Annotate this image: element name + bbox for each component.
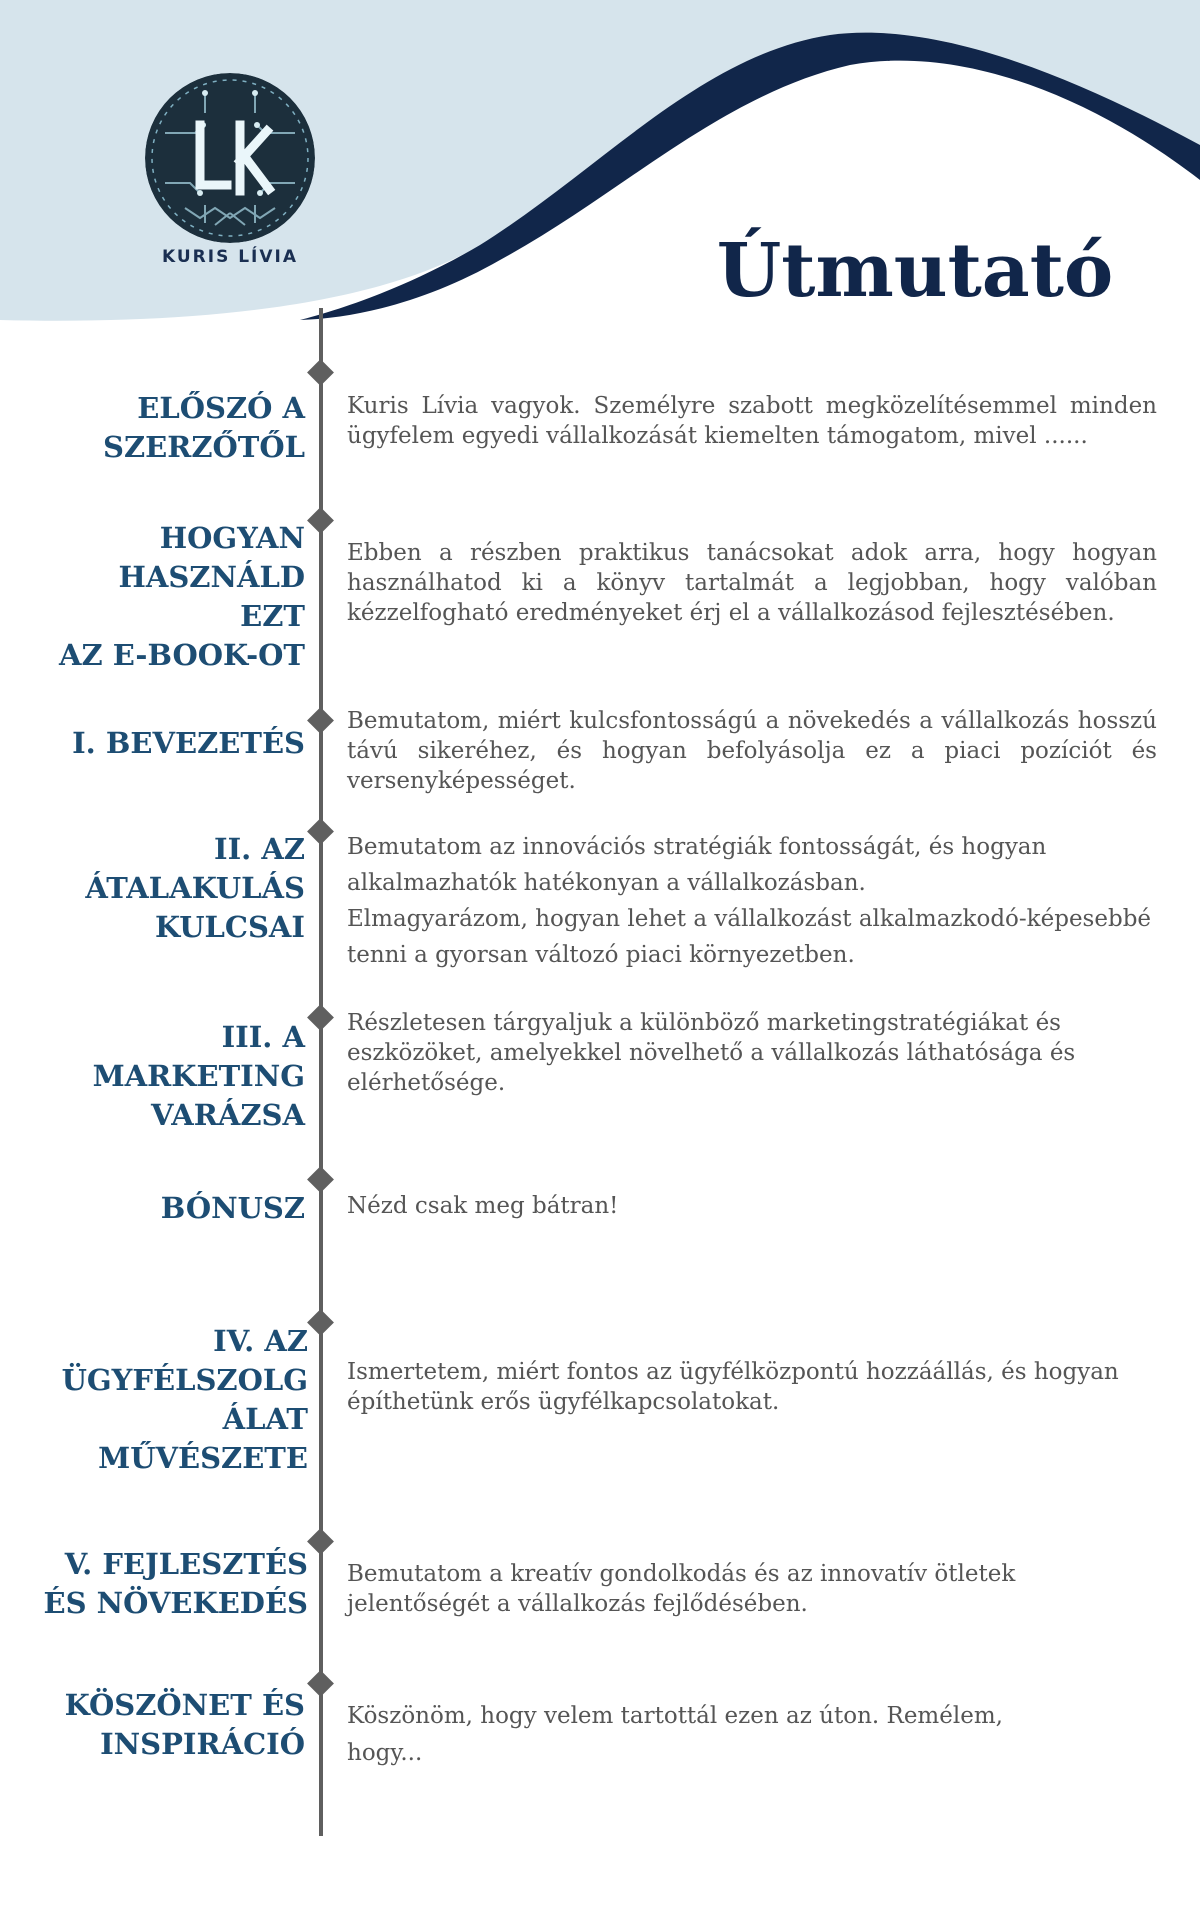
- timeline-marker: [307, 1309, 334, 1336]
- section-heading-eloszo: ELŐSZÓ A SZERZŐTŐL: [103, 391, 305, 464]
- brand-name: KURIS LÍVIA: [161, 247, 299, 267]
- section-desc-ugyfelszolgalat: Ismertetem, miért fontos az ügyfélközpontú hozzáállás, és hogyan építhetünk erős ügyfélkapcsolatokat.: [347, 1359, 1119, 1415]
- section-desc-koszonet: Köszönöm, hogy velem tartottál ezen az úton. Remélem, hogy...: [347, 1703, 1003, 1766]
- section-desc-fejlesztes: Bemutatom a kreatív gondolkodás és az innovatív ötletek jelentőségét a vállalkozás fejlődésében.: [347, 1561, 1016, 1617]
- timeline-line: [319, 308, 323, 1836]
- section-desc-bevezetes: Bemutatom, miért kulcsfontosságú a növekedés a vállalkozás hosszú távú sikeréhez, és hogyan befolyásolja ez a piaci pozíciót és versenyképességet.: [347, 708, 1157, 794]
- section-heading-atalakulas: II. AZ ÁTALAKULÁS KULCSAI: [85, 832, 305, 944]
- section-heading-ugyfelszolgalat: IV. AZ ÜGYFÉLSZOLG ÁLAT MŰVÉSZETE: [61, 1324, 308, 1475]
- timeline-marker: [307, 1004, 334, 1031]
- logo-emblem: [145, 73, 315, 243]
- timeline-marker: [307, 1166, 334, 1193]
- section-desc-atalakulas: Bemutatom az innovációs stratégiák fontosságát, és hogyan alkalmazhatók hatékonyan a vállalkozásban. Elmagyarázom, hogyan lehet a vállalkozást alkalmazkodó-képesebbé tenni a gyorsan változó piaci környezetben.: [347, 834, 1152, 968]
- page-title: Útmutató: [716, 228, 1114, 314]
- section-desc-marketing: Részletesen tárgyaljuk a különböző marketingstratégiákat és eszközöket, amelyekkel növelhető a vállalkozás láthatósága és elérhetősége.: [347, 1010, 1076, 1096]
- timeline-marker: [307, 359, 334, 386]
- section-heading-bonusz: BÓNUSZ: [160, 1191, 305, 1225]
- section-heading-koszonet: KÖSZÖNET ÉS INSPIRÁCIÓ: [64, 1688, 305, 1761]
- section-desc-hogyan: Ebben a részben praktikus tanácsokat adok arra, hogy hogyan használhatod ki a könyv tartalmát a legjobban, hogy valóban kézzelfogható eredményeket érj el a vállalkozásod fejlesztésében.: [347, 540, 1157, 626]
- timeline-marker: [307, 818, 334, 845]
- timeline-marker: [307, 1670, 334, 1697]
- timeline-marker: [307, 507, 334, 534]
- section-heading-fejlesztes: V. FEJLESZTÉS ÉS NÖVEKEDÉS: [43, 1547, 308, 1620]
- section-heading-bevezetes: I. BEVEZETÉS: [72, 726, 305, 760]
- timeline-marker: [307, 707, 334, 734]
- section-desc-bonusz: Nézd csak meg bátran!: [347, 1193, 619, 1219]
- timeline-marker: [307, 1528, 334, 1555]
- section-heading-marketing: III. A MARKETING VARÁZSA: [92, 1020, 305, 1132]
- section-heading-hogyan: HOGYAN HASZNÁLD EZT AZ E-BOOK-OT: [59, 521, 305, 672]
- section-desc-eloszo: Kuris Lívia vagyok. Személyre szabott megközelítésemmel minden ügyfelem egyedi vállalkozását kiemelten támogatom, mivel ......: [347, 393, 1157, 449]
